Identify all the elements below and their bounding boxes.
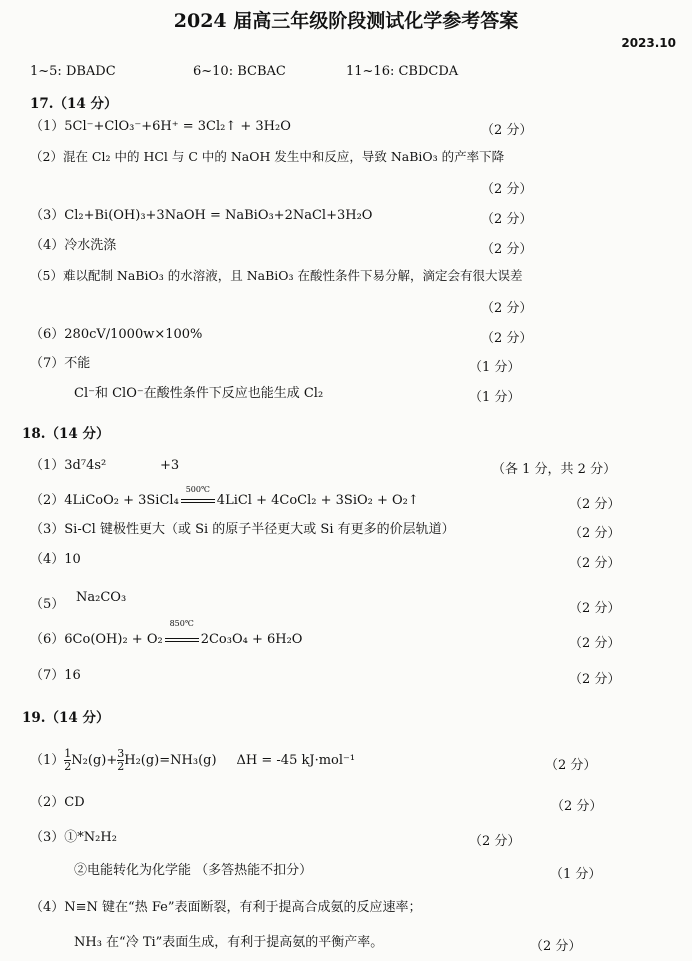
- q19-answer-3: （3）①*N₂H₂: [30, 830, 117, 845]
- q18-points-7: （2 分）: [569, 672, 621, 687]
- fraction-denominator: 2: [117, 760, 125, 773]
- q17-points-5: （2 分）: [481, 301, 533, 316]
- q17-points-6: （2 分）: [481, 331, 533, 346]
- q18-points-6: （2 分）: [569, 636, 621, 651]
- reaction-condition: 500℃: [185, 485, 210, 494]
- q18-heading: 18.（14 分）: [22, 426, 110, 442]
- q19-points-6: （2 分）: [530, 939, 582, 954]
- q17-answer-4: （4）冷水洗涤: [30, 238, 117, 253]
- reaction-arrow: [179, 485, 217, 509]
- q17-answer-5: （5）难以配制 NaBiO₃ 的水溶液，且 NaBiO₃ 在酸性条件下易分解，滴定会有很大误差: [30, 268, 523, 283]
- q17-points-4: （2 分）: [481, 242, 533, 257]
- q17-answer-2: （2）混在 Cl₂ 中的 HCl 与 C 中的 NaOH 发生中和反应，导致 NaBiO₃ 的产率下降: [30, 149, 505, 164]
- q18-points-1: （各 1 分，共 2 分）: [492, 462, 617, 477]
- q18-answer-1b: +3: [160, 458, 180, 473]
- q19-points-2: （2 分）: [551, 799, 603, 814]
- q18-answer-1a: （1）3d⁷4s²: [30, 458, 107, 473]
- q19-answer-1-label: （1）: [30, 753, 65, 768]
- q19-answer-4b: NH₃ 在“冷 Ti”表面生成，有利于提高氨的平衡产率。: [74, 935, 384, 950]
- q19-enthalpy: ΔH = -45 kJ·mol⁻¹: [236, 753, 356, 768]
- date-label: 2023.10: [621, 36, 676, 50]
- page-title: 2024 届高三年级阶段测试化学参考答案: [173, 10, 519, 32]
- q19-points-3: （2 分）: [469, 834, 521, 849]
- fraction-numerator: 3: [117, 747, 125, 760]
- q17-points-2: （2 分）: [481, 182, 533, 197]
- q19-answer-3b: ②电能转化为化学能 （多答热能不扣分）: [74, 863, 313, 878]
- q18-reactants-6: （6）6Co(OH)₂ + O₂: [30, 632, 163, 647]
- q18-products-2: 4LiCl + 4CoCl₂ + 3SiO₂ + O₂↑: [216, 493, 419, 508]
- q17-answer-6: （6）280cV/1000w×100%: [30, 327, 203, 342]
- q17-answer-7: （7）不能: [30, 356, 91, 371]
- q17-points-7: （1 分）: [469, 360, 521, 375]
- fraction-denominator: 2: [64, 760, 72, 773]
- q17-points-1: （2 分）: [481, 123, 533, 138]
- q19-answer-1: [30, 748, 355, 773]
- mc-answers-6-10: 6~10: BCBAC: [193, 64, 286, 79]
- q17-points-8: （1 分）: [469, 390, 521, 405]
- q18-answer-3: （3）Si-Cl 键极性更大（或 Si 的原子半径更大或 Si 有更多的价层轨道）: [30, 522, 455, 537]
- q17-points-3: （2 分）: [481, 212, 533, 227]
- q19-answer-4a: （4）N≡N 键在“热 Fe”表面断裂，有利于提高合成氨的反应速率；: [30, 900, 422, 915]
- q18-answer-5-label: （5）: [30, 597, 65, 612]
- q17-answer-3: （3）Cl₂+Bi(OH)₃+3NaOH = NaBiO₃+2NaCl+3H₂O: [30, 208, 373, 223]
- q18-answer-5: Na₂CO₃: [76, 590, 127, 605]
- q18-answer-4: （4）10: [30, 552, 81, 567]
- q19-h2-term: H₂(g)=NH₃(g): [124, 753, 217, 768]
- q18-products-6: 2Co₃O₄ + 6H₂O: [200, 632, 303, 647]
- q19-points-4: （1 分）: [550, 867, 602, 882]
- q17-heading: 17.（14 分）: [30, 96, 118, 112]
- q19-answer-2: （2）CD: [30, 795, 85, 810]
- q18-answer-7: （7）16: [30, 668, 81, 683]
- q17-answer-1: （1）5Cl⁻+ClO₃⁻+6H⁺ = 3Cl₂↑ + 3H₂O: [30, 119, 291, 134]
- reaction-arrow: [163, 619, 201, 648]
- mc-answers-11-16: 11~16: CBDCDA: [346, 64, 459, 79]
- q18-answer-6: [30, 619, 303, 648]
- q18-points-5: （2 分）: [569, 601, 621, 616]
- q18-points-3: （2 分）: [569, 526, 621, 541]
- q18-points-2: （2 分）: [569, 497, 621, 512]
- mc-answers-1-5: 1~5: DBADC: [30, 64, 116, 79]
- q18-points-4: （2 分）: [569, 556, 621, 571]
- fraction-numerator: 1: [64, 747, 72, 760]
- q19-heading: 19.（14 分）: [22, 710, 110, 726]
- q17-answer-7-reason: Cl⁻和 ClO⁻在酸性条件下反应也能生成 Cl₂: [74, 386, 324, 401]
- q18-reactants-2: （2）4LiCoO₂ + 3SiCl₄: [30, 493, 179, 508]
- q18-answer-2: [30, 485, 419, 509]
- q19-n2-term: N₂(g)+: [71, 753, 118, 768]
- q19-points-1: （2 分）: [545, 758, 597, 773]
- reaction-condition: 850℃: [169, 619, 194, 628]
